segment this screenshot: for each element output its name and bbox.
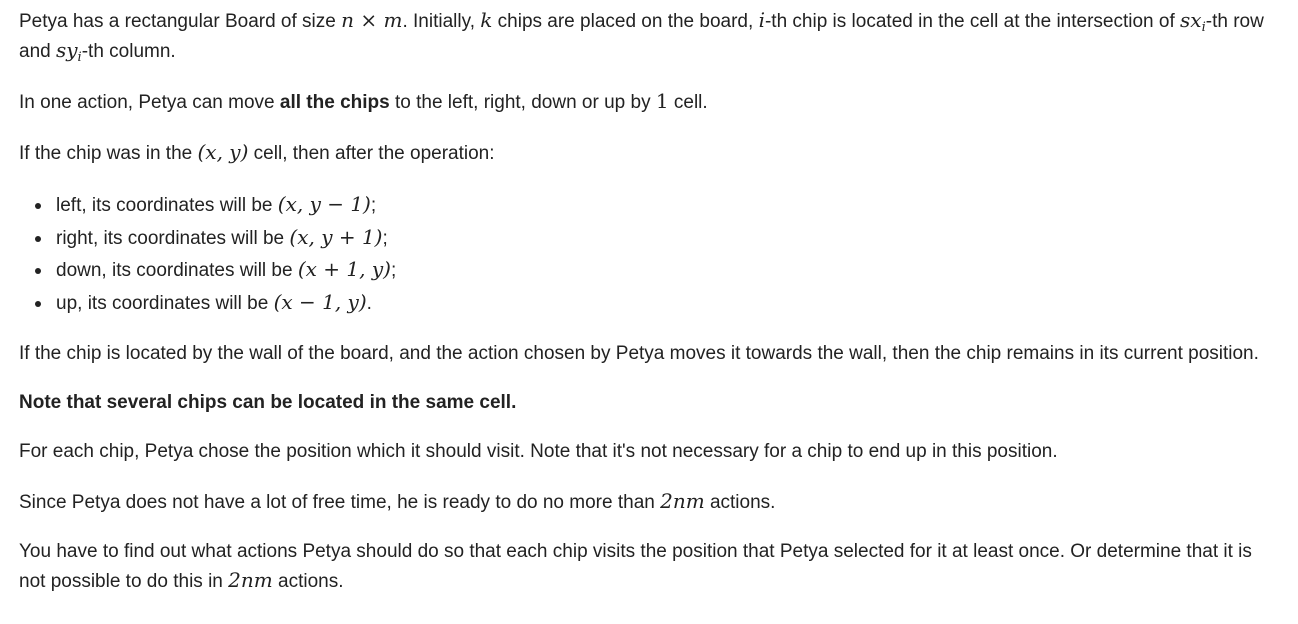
bold-text: all the chips	[279, 92, 390, 113]
list-item	[56, 189, 1279, 222]
text: up, its coordinates will be	[56, 292, 274, 314]
text: actions.	[704, 492, 776, 513]
paragraph-wall: If the chip is located by the wall of the board, and the action chosen by Petya moves it towards the wall, then the chip remains in its current position.	[19, 343, 1259, 364]
bold-note: Note that several chips can be located in the same cell.	[19, 392, 517, 413]
math-one	[656, 89, 669, 113]
text: ;	[370, 195, 377, 216]
text: chips are placed on the board,	[492, 11, 759, 32]
math-xy: (x, y)	[197, 140, 249, 164]
text: You have to find out what actions Petya should do so that each chip visits the position that Petya selected for it at least once. Or determine that it is not possible to do this in	[19, 541, 1252, 592]
text: If the chip was in the	[19, 143, 198, 164]
text: cell.	[668, 92, 708, 113]
list-item	[56, 287, 1279, 320]
math-coords: (x, y − 1)	[277, 192, 371, 216]
paragraph-task	[19, 538, 1279, 596]
math-number: 1	[655, 89, 669, 113]
math-i: i	[758, 8, 765, 32]
text: down, its coordinates will be	[56, 260, 298, 281]
math-sx-i	[1180, 8, 1206, 35]
text: -th column.	[81, 41, 176, 62]
list-item	[56, 254, 1279, 287]
math-k: k	[480, 8, 493, 32]
math-2nm	[228, 568, 273, 592]
text: Since Petya does not have a lot of free time, he is ready to do no more than	[19, 492, 661, 513]
text: right, its coordinates will be	[56, 227, 290, 249]
paragraph-board	[19, 6, 1279, 66]
text: ;	[382, 227, 388, 249]
math-n-times-m: n × m	[341, 8, 403, 32]
text: .	[366, 292, 372, 314]
paragraph-action	[19, 87, 1279, 117]
math-coords: (x − 1, y)	[273, 289, 367, 314]
text: Petya has a rectangular Board of size	[19, 11, 342, 32]
paragraph-limit	[19, 487, 1279, 517]
math-sy: sy	[55, 38, 78, 62]
text: left, its coordinates will be	[56, 195, 278, 216]
math-subscript: i	[1201, 20, 1206, 35]
list-item	[56, 222, 1279, 255]
text: In one action, Petya can move	[19, 92, 280, 113]
text: to the left, right, down or up by	[389, 92, 656, 113]
math-sy-i	[55, 38, 82, 65]
text: -th row and	[19, 11, 1264, 62]
text: . Initially,	[402, 11, 481, 32]
math-coords: (x, y + 1)	[289, 224, 383, 249]
math-2nm	[660, 489, 705, 513]
paragraph-note	[19, 389, 1279, 417]
math-expression: 2nm	[660, 489, 705, 513]
math-coords: (x + 1, y)	[297, 257, 391, 281]
operations-list	[19, 189, 1279, 319]
paragraph-target: For each chip, Petya chose the position which it should visit. Note that it's not necessary for a chip to end up in this position.	[19, 441, 1058, 462]
math-sx: sx	[1180, 8, 1202, 32]
math-expression: 2nm	[228, 568, 273, 592]
math-subscript: i	[77, 50, 82, 65]
text: cell, then after the operation:	[248, 143, 495, 164]
text: -th chip is located in the cell at the intersection of	[764, 11, 1181, 32]
text: ;	[390, 260, 397, 281]
paragraph-operation-intro	[19, 138, 1279, 168]
text: actions.	[272, 571, 344, 592]
